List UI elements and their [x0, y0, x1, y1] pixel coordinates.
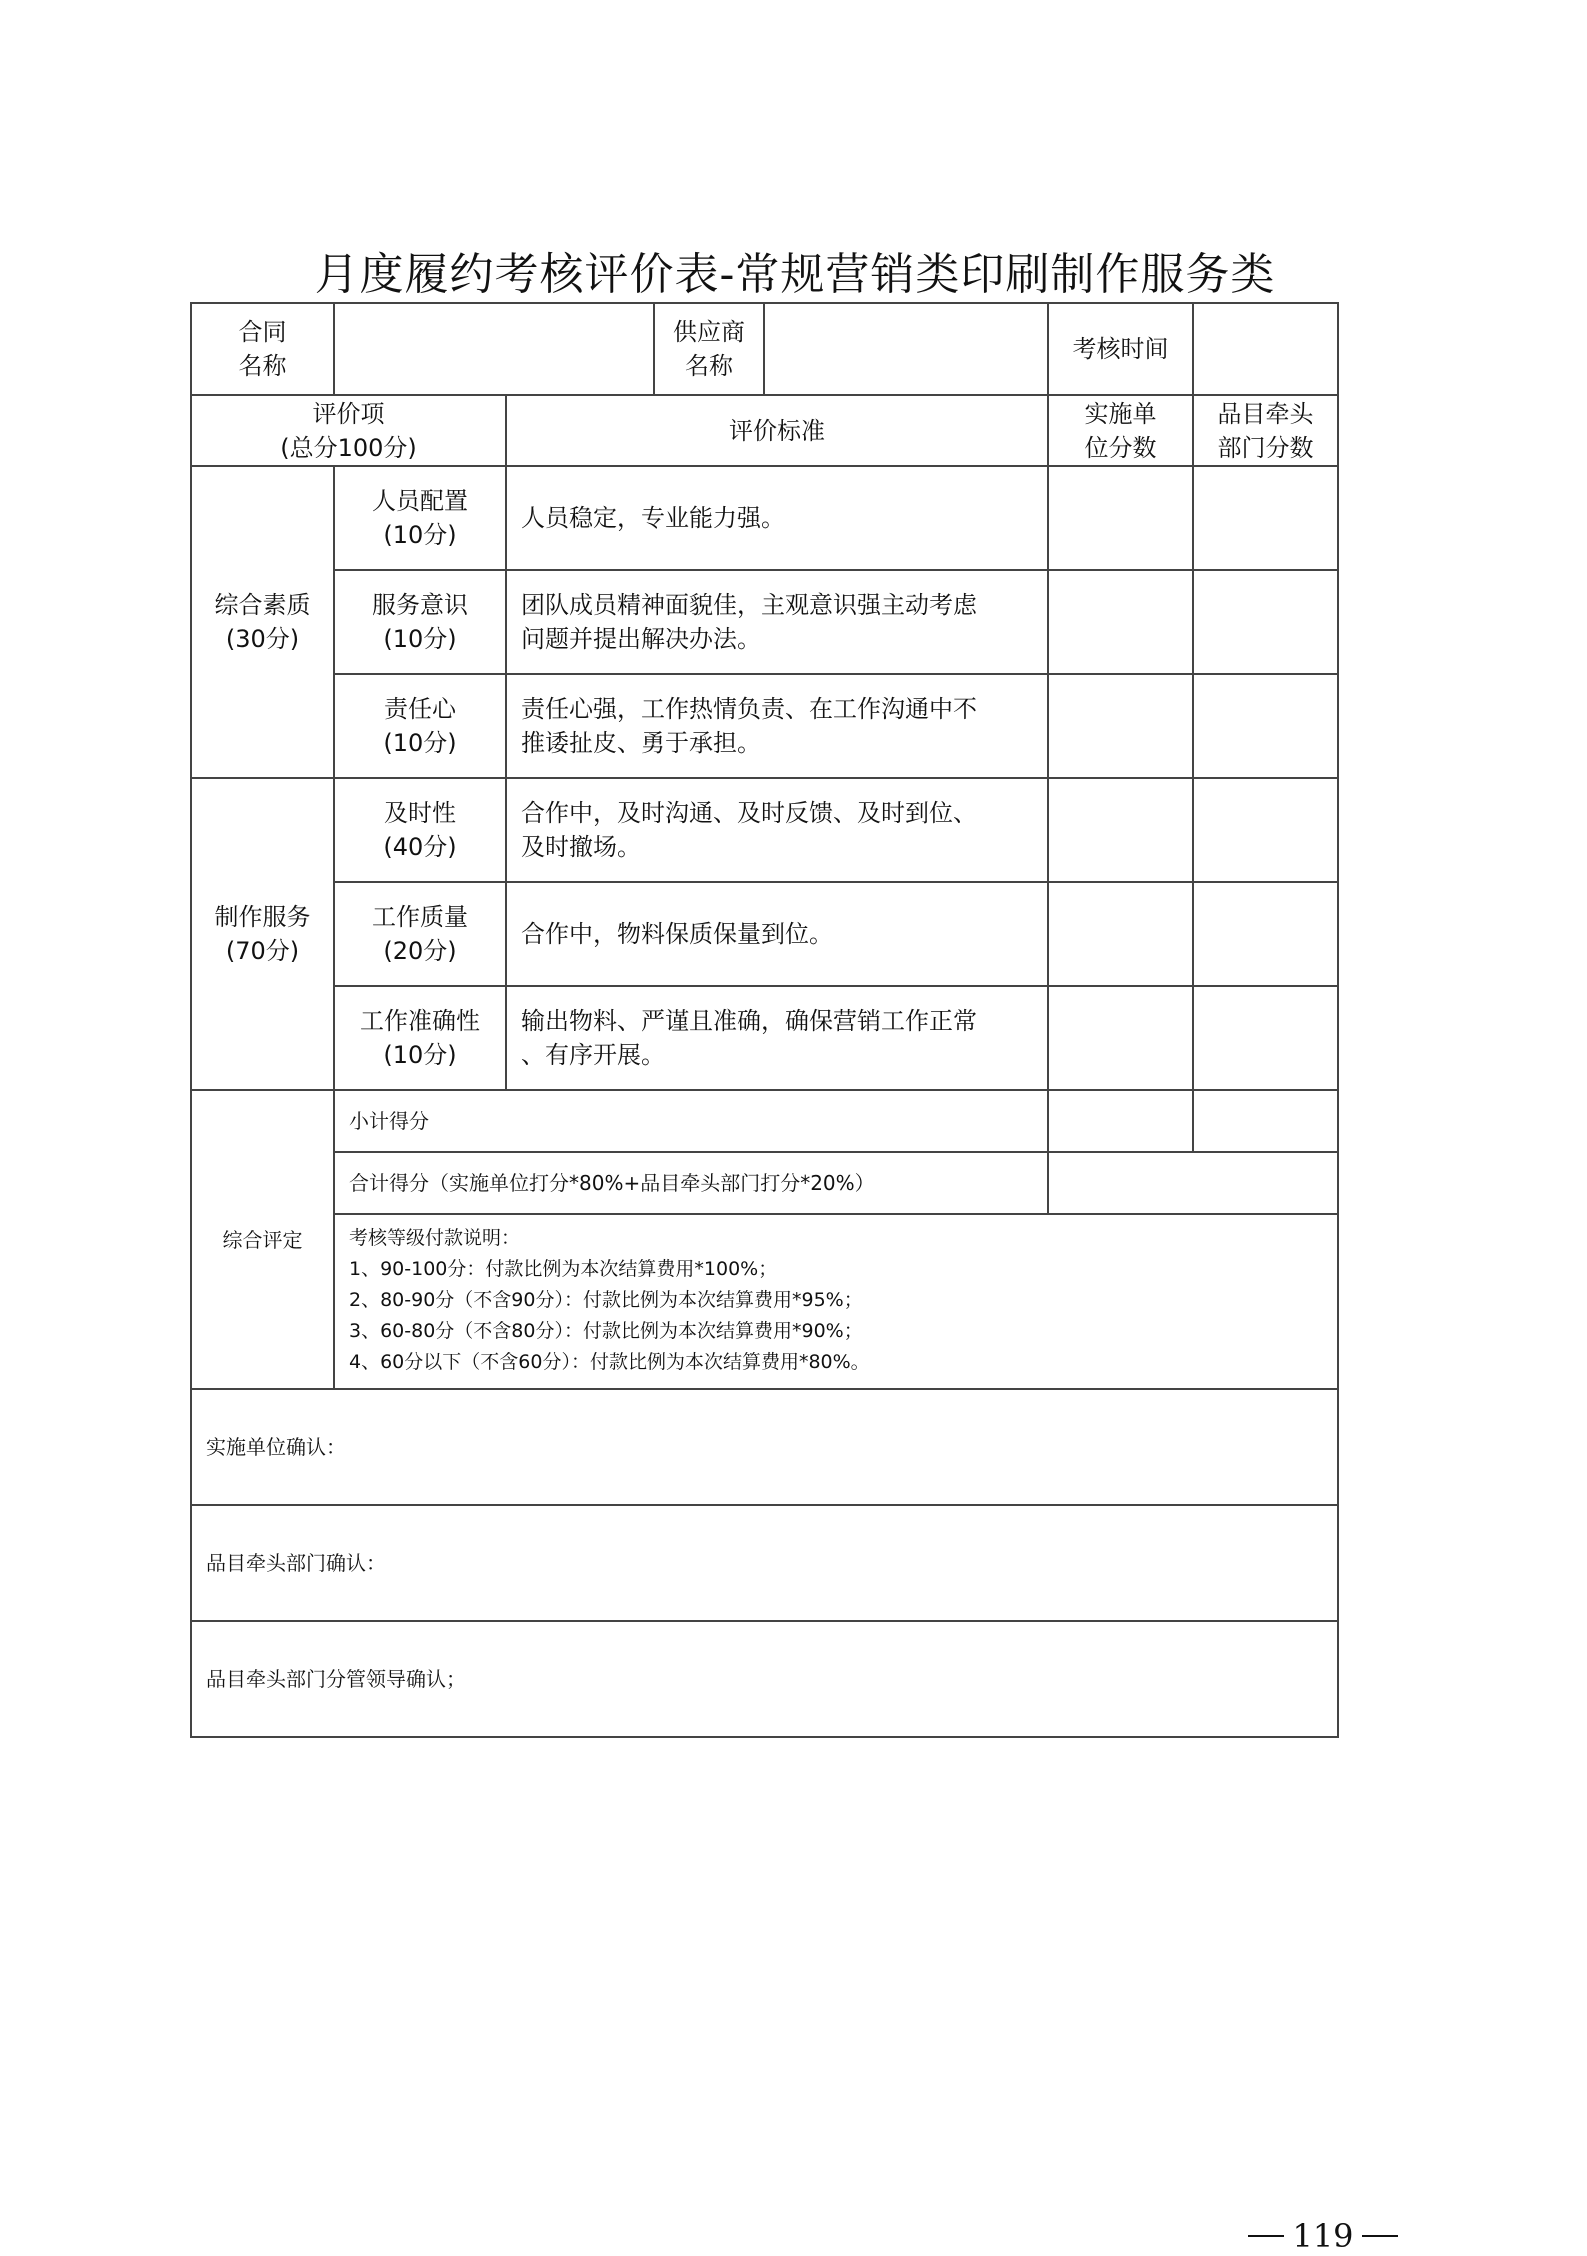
standard-accuracy: 输出物料、严谨且准确，确保营销工作正常 、有序开展。: [505, 985, 1049, 1091]
page-number-text: 119: [1292, 2217, 1354, 2255]
standard-service-awareness: 团队成员精神面貌佳，主观意识强主动考虑 问题并提出解决办法。: [505, 569, 1049, 675]
contract-name-field[interactable]: [333, 302, 655, 396]
standard-staffing: 人员稳定，专业能力强。: [505, 465, 1049, 571]
assessment-time-label: 考核时间: [1047, 302, 1194, 396]
form-title: 月度履约考核评价表-常规营销类印刷制作服务类: [314, 249, 1276, 300]
dept-score-timeliness[interactable]: [1192, 777, 1339, 883]
item-accuracy: 工作准确性 (10分): [333, 985, 507, 1091]
column-header-standard: 评价标准: [505, 394, 1049, 467]
item-staffing: 人员配置 (10分): [333, 465, 507, 571]
supplier-name-label: 供应商 名称: [653, 302, 765, 396]
dept-score-work-quality[interactable]: [1192, 881, 1339, 987]
standard-timeliness: 合作中，及时沟通、及时反馈、及时到位、 及时撤场。: [505, 777, 1049, 883]
subtotal-label: 小计得分: [333, 1089, 1049, 1153]
column-header-item: 评价项 (总分100分): [190, 394, 507, 467]
unit-confirmation[interactable]: 实施单位确认：: [190, 1388, 1339, 1506]
unit-score-responsibility[interactable]: [1047, 673, 1194, 779]
grade-payment-notes: 考核等级付款说明： 1、90-100分：付款比例为本次结算费用*100%； 2、80-90分（不含90分）：付款比例为本次结算费用*95%； 3、60-80分（不含80分）：付款比例为本次结算费用*90%； 4、60分以下（不含60分）：付款比例为本次结算费用*80%。: [333, 1213, 1339, 1390]
item-timeliness: 及时性 (40分): [333, 777, 507, 883]
page-number: [1248, 2216, 1398, 2256]
item-responsibility: 责任心 (10分): [333, 673, 507, 779]
subtotal-dept-score[interactable]: [1192, 1089, 1339, 1153]
assessment-time-field[interactable]: [1192, 302, 1339, 396]
subtotal-unit-score[interactable]: [1047, 1089, 1194, 1153]
group-label-production: 制作服务 (70分): [190, 777, 335, 1091]
page-number-dash-left: [1248, 2235, 1284, 2237]
column-header-unit-score: 实施单 位分数: [1047, 394, 1194, 467]
dept-score-service-awareness[interactable]: [1192, 569, 1339, 675]
dept-score-responsibility[interactable]: [1192, 673, 1339, 779]
leader-confirmation[interactable]: 品目牵头部门分管领导确认；: [190, 1620, 1339, 1738]
dept-score-staffing[interactable]: [1192, 465, 1339, 571]
unit-score-staffing[interactable]: [1047, 465, 1194, 571]
total-score-label: 合计得分（实施单位打分*80%+品目牵头部门打分*20%）: [333, 1151, 1049, 1215]
standard-work-quality: 合作中，物料保质保量到位。: [505, 881, 1049, 987]
total-score-field[interactable]: [1047, 1151, 1339, 1215]
unit-score-service-awareness[interactable]: [1047, 569, 1194, 675]
item-service-awareness: 服务意识 (10分): [333, 569, 507, 675]
standard-responsibility: 责任心强，工作热情负责、在工作沟通中不 推诿扯皮、勇于承担。: [505, 673, 1049, 779]
dept-score-accuracy[interactable]: [1192, 985, 1339, 1091]
page-number-dash-right: [1362, 2235, 1398, 2237]
evaluation-label: 综合评定: [190, 1089, 335, 1390]
supplier-name-field[interactable]: [763, 302, 1049, 396]
dept-confirmation[interactable]: 品目牵头部门确认：: [190, 1504, 1339, 1622]
unit-score-accuracy[interactable]: [1047, 985, 1194, 1091]
unit-score-work-quality[interactable]: [1047, 881, 1194, 987]
unit-score-timeliness[interactable]: [1047, 777, 1194, 883]
contract-name-label: 合同 名称: [190, 302, 335, 396]
group-label-quality: 综合素质 (30分): [190, 465, 335, 779]
item-work-quality: 工作质量 (20分): [333, 881, 507, 987]
column-header-dept-score: 品目牵头 部门分数: [1192, 394, 1339, 467]
